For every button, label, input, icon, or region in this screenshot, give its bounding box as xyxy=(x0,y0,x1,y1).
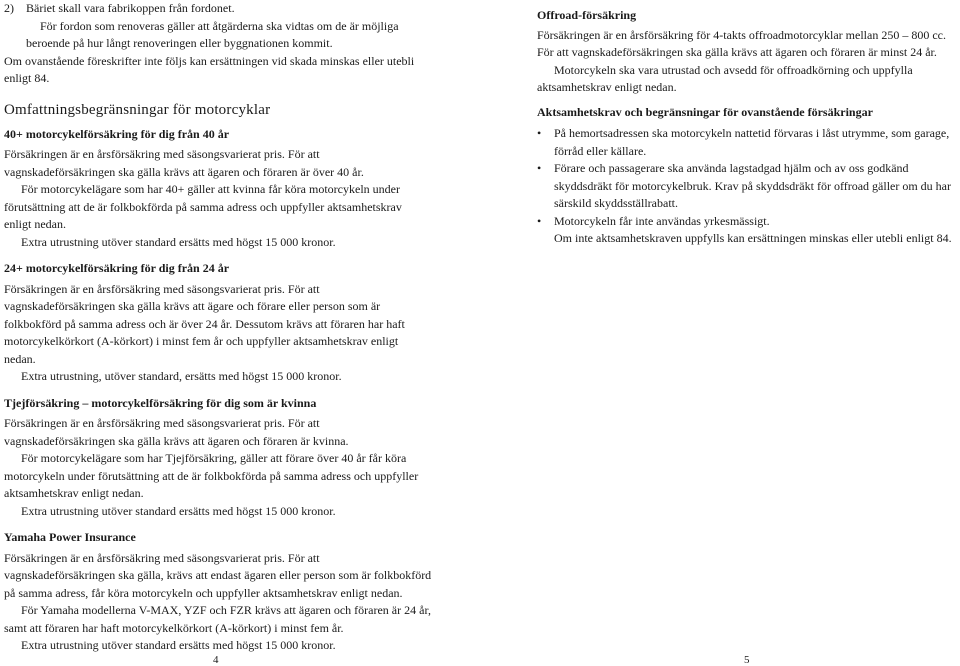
s2-title: 24+ motorcykelförsäkring för dig från 24 år xyxy=(4,261,230,275)
left-page xyxy=(4,0,432,655)
s3-paragraph-1: Försäkringen är en årsförsäkring med säsongsvarierat pris. För att vagnskadeförsäkringen ska gälla krävs att ägaren och föraren är kvinna. xyxy=(4,416,349,448)
list-number: 2) xyxy=(4,1,14,15)
s1-paragraph-2: För motorcykelägare som har 40+ gäller att kvinna får köra motorcykeln under förutsättning att de är folkbokförda på samma adress och uppfyller aktsamhetskrav enligt nedan. xyxy=(4,182,402,231)
s2-paragraph-2: Extra utrustning, utöver standard, ersätts med högst 15 000 kronor. xyxy=(21,369,342,383)
aktsamhet-list xyxy=(537,125,960,230)
offroad-paragraph-2: För att vagnskadeförsäkringen ska gälla krävs att ägaren och föraren är minst 24 år. xyxy=(537,45,937,59)
s3-title: Tjejförsäkring – motorcykelförsäkring för dig som är kvinna xyxy=(4,395,317,410)
offroad-title: Offroad-försäkring xyxy=(537,8,637,22)
compliance-note: Om ovanstående föreskrifter inte följs kan ersättningen vid skada minskas eller utebli enligt 84. xyxy=(4,53,415,85)
page-number: 5 xyxy=(744,654,750,666)
list-item: • På hemortsadressen ska motorcykeln nattetid förvaras i låst utrymme, som garage, förråd eller källare. xyxy=(537,125,960,160)
page-number: 4 xyxy=(213,654,219,666)
section-heading: Omfattningsbegränsningar för motorcyklar xyxy=(4,101,271,118)
s1-paragraph-3: Extra utrustning utöver standard ersätts med högst 15 000 kronor. xyxy=(21,234,336,249)
s3-paragraph-3: Extra utrustning utöver standard ersätts med högst 15 000 kronor. xyxy=(21,503,336,518)
aktsamhet-note: Om inte aktsamhetskraven uppfylls kan ersättningen minskas eller utebli enligt 84. xyxy=(554,231,952,245)
s4-title: Yamaha Power Insurance xyxy=(4,530,136,544)
s4-paragraph-2: För Yamaha modellerna V-MAX, YZF och FZR krävs att ägaren och föraren är 24 år, samt att föraren har haft motorcykelkörkort (A-körkort) i minst fem år. xyxy=(4,603,431,635)
list-item: • Förare och passagerare ska använda lagstadgad hjälm och av oss godkänd skyddsdräkt för motorcykelbruk. Krav på skyddsdräkt för offroad gäller om du har särskild skyddsställrabatt. xyxy=(537,160,960,213)
aktsamhet-title: Aktsamhetskrav och begränsningar för ovanstående försäkringar xyxy=(537,104,873,119)
right-page xyxy=(537,0,960,248)
s1-paragraph-1: Försäkringen är en årsförsäkring med säsongsvarierat pris. För att vagnskadeförsäkringen ska gälla krävs att ägaren och föraren är över 40 år. xyxy=(4,147,364,179)
s2-paragraph-1: Försäkringen är en årsförsäkring med säsongsvarierat pris. För att vagnskadeförsäkringen ska gälla krävs att ägare och förare eller person som är folkbokförd på samma adress och är över 24 år. Dessutom krävs att föraren har haft motorcykelkörkort (A-körkort) i minst fem år och uppfyller aktsamhetskrav enligt nedan. xyxy=(4,281,405,366)
s1-title: 40+ motorcykelförsäkring för dig från 40 år xyxy=(4,126,230,141)
offroad-paragraph-3: Motorcykeln ska vara utrustad och avsedd för offroadkörning och uppfylla aktsamhetskrav enligt nedan. xyxy=(537,62,913,94)
renovation-paragraph: För fordon som renoveras gäller att åtgärderna ska vidtas om de är möjliga beroende på hur långt renoveringen eller byggnationen kommit. xyxy=(26,18,399,50)
list-item-2 xyxy=(4,0,432,18)
s4-paragraph-1: Försäkringen är en årsförsäkring med säsongsvarierat pris. För att vagnskadeförsäkringen ska gälla, krävs att endast ägaren eller person som är folkbokförd på samma adress, får köra motorcykeln och uppfyller aktsamhetskrav enligt nedan. xyxy=(4,550,432,600)
offroad-paragraph-1: Försäkringen är en årsförsäkring för 4-takts offroadmotorcyklar mellan 250 – 800 cc. xyxy=(537,27,946,42)
s3-paragraph-2: För motorcykelägare som har Tjejförsäkring, gäller att förare över 40 år får köra motorcykeln under förutsättning att de är folkbokförda på samma adress och uppfyller aktsamhetskrav enligt nedan. xyxy=(4,451,419,500)
list-item-text: Bäriet skall vara fabrikoppen från fordonet. xyxy=(26,1,235,15)
s4-paragraph-3: Extra utrustning utöver standard ersätts med högst 15 000 kronor. xyxy=(21,638,336,652)
list-item: • Motorcykeln får inte användas yrkesmässigt. xyxy=(537,213,960,231)
